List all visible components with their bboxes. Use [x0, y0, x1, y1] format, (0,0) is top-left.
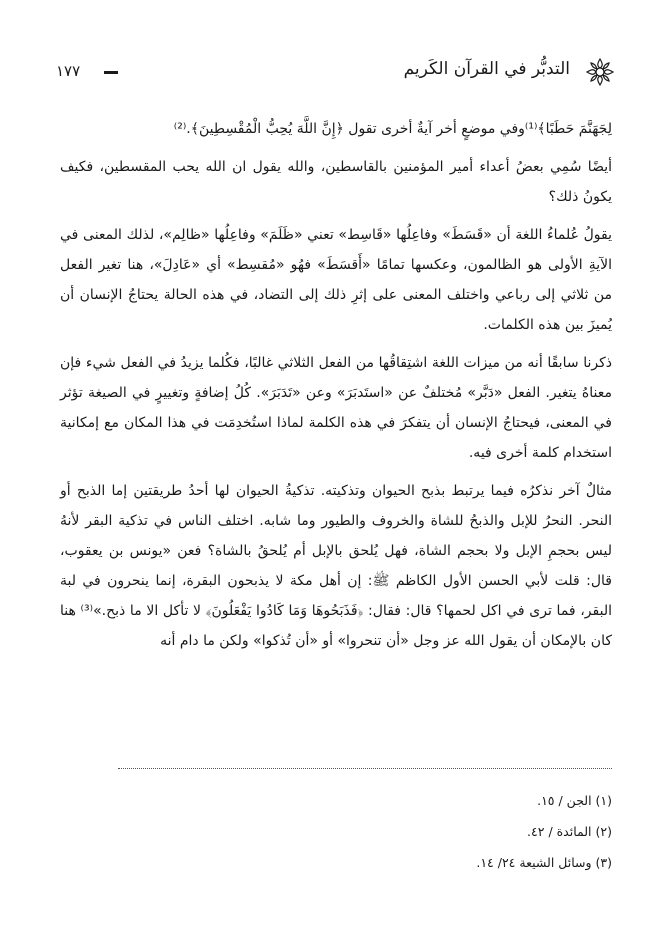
footnote-2: (٢) المائدة / ٤٢. [527, 824, 612, 839]
body-text [60, 114, 612, 664]
page-header [56, 52, 616, 92]
page-number: ١٧٧ [56, 62, 81, 80]
paragraph-1: لِجَهَنَّمَ حَطَبًا﴾⁽¹⁾وفي موضعٍ أخر آيةٌ أخرى تقول ﴿إِنَّ اللَّهَ يُحِبُّ الْمُقْسِطِينَ﴾.⁽²⁾ [173, 121, 612, 137]
paragraph-5: مثالٌ آخر نذكرُه فيما يرتبط بذبح الحيوان وتذكيته. تذكيةُ الحيوان لها أحدُ طريقتين إما الذبح أو النحر. النحرُ للإبل والذبحُ للشاة والخروف والطيور وما شابه. اختلف الناس في تذكية البقر لأنهُ ليس بحجمِ الإبل ولا بحجم الشاة، فهل يُلحق بالإبل أم يُلحقُ بالشاة؟ فعن «يونس بن يعقوب، قال: قلت لأبي الحسن الأول الكاظم ﷺ: إن أهل مكة لا يذبحون البقرة، إنما ينحرون في لبة البقر، فما ترى في اكل لحمها؟ قال: فقال: ﴿فَذَبَحُوهَا وَمَا كَادُوا يَفْعَلُونَ﴾ لا تأكل الا ما ذبح.»⁽³⁾ هنا كان بالإمكان أن يقول الله عز وجل «أن تنحروا» أو «أن تُذكوا» ولكن ما دام أنه [60, 483, 612, 649]
floral-ornament-icon [584, 56, 616, 88]
paragraph-3: يقولُ عُلماءُ اللغة أن «قَسَطَ» وفاعِلُها «قَاسِط» تعني «ظَلَمَ» وفاعِلُها «ظالِم»، لذلك المعنى في الآيةِ الأولى هو الظالمون، وعكسها تمامًا «أَقسَطَ» فهُو «مُقسِط» أي «عَادِلَ»، هنا تغير الفعل من ثلاثي إلى رباعي واختلف المعنى على إثرِ ذلك إلى التضاد، في هذه الحالة يحتاجُ الإنسان أن يُميزَ بين هذه الكلمات. [60, 227, 612, 333]
footnote-divider [118, 768, 612, 769]
footnote-1: (١) الجن / ١٥. [537, 793, 612, 808]
footnote-3: (٣) وسائل الشيعة ٢٤/ ١٤. [476, 855, 612, 870]
footnotes [60, 785, 612, 878]
paragraph-4: ذكرنا سابقًا أنه من ميزات اللغة اشتِقاقُها من الفعل الثلاثي غالبًا، فكُلما يزيدُ في الفعل شيء فإن معناهُ يتغير. الفعل «دَبَّر» مُختلفٌ عن «استَدبَرَ» وعن «تَدَبَرَ». كُلُ إضافةٍ وتغييرٍ في الصيغة تؤثر في المعنى، فيحتاجُ الإنسان أن يتفكرَ في هذه الكلمة لماذا استُخدِمَت في هذا المكان مع إمكانية استخدام كلمة أخرى فيه. [60, 355, 612, 461]
book-title: التدبُّر في القرآن الكَريم [403, 59, 570, 79]
paragraph-2: أيضًا سُمِي بعضُ أعداء أمير المؤمنين بالقاسطين، والله يقول ان الله يحب المقسطين، فكيف يكونُ ذلك؟ [60, 159, 612, 205]
page-number-dash [104, 71, 118, 74]
